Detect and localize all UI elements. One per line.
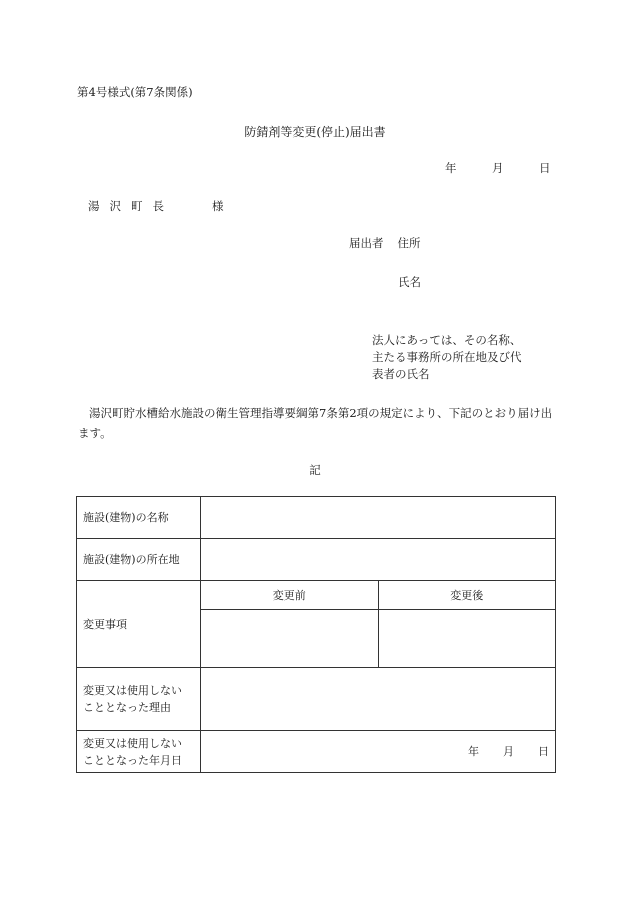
date-year: 年 [445, 161, 457, 175]
addressee-name: 湯沢町長 [88, 199, 174, 213]
corporate-note-line: 主たる事務所の所在地及び代 [372, 350, 522, 364]
before-field[interactable] [201, 610, 379, 668]
facility-name-field[interactable] [201, 497, 556, 539]
facility-location-label: 施設(建物)の所在地 [77, 539, 201, 581]
reason-field[interactable] [201, 668, 556, 731]
before-header: 変更前 [201, 581, 379, 610]
reason-row [77, 668, 556, 731]
date-month: 月 [492, 161, 504, 175]
addressee [88, 198, 224, 214]
facility-location-field[interactable] [201, 539, 556, 581]
after-header: 変更後 [378, 581, 556, 610]
change-date-label-line: こととなった年月日 [83, 753, 182, 767]
after-field[interactable] [378, 610, 556, 668]
change-header-row [77, 581, 556, 610]
change-date-month: 月 [503, 745, 514, 758]
ki-heading: 記 [309, 463, 321, 477]
document-title: 防錆剤等変更(停止)届出書 [244, 125, 386, 139]
notification-table [76, 496, 556, 773]
filer-name-label: 氏名 [398, 275, 421, 289]
corporate-note-line: 法人にあっては、その名称、 [372, 333, 522, 347]
reason-label-line: こととなった理由 [83, 701, 171, 714]
body-text: 湯沢町貯水槽給水施設の衛生管理指導要綱第7条第2項の規定により、下記のとおり届け出ます。 [78, 406, 553, 440]
facility-name-row [77, 497, 556, 539]
filer-label: 届出者 [349, 236, 384, 250]
change-date-field[interactable] [201, 731, 556, 773]
change-date-row [77, 731, 556, 773]
reason-label-line: 変更又は使用しない [83, 684, 182, 697]
change-date-day: 日 [538, 745, 549, 758]
reason-label [77, 668, 201, 731]
change-date-year: 年 [468, 745, 479, 758]
facility-location-row [77, 539, 556, 581]
change-items-label: 変更事項 [77, 581, 201, 668]
change-date-label-line: 変更又は使用しない [83, 736, 182, 750]
corporate-note-line: 表者の氏名 [372, 367, 430, 381]
date-day: 日 [539, 161, 551, 175]
addressee-honorific: 様 [212, 199, 224, 213]
filer-address-line [349, 235, 421, 251]
corporate-note [372, 332, 542, 383]
facility-name-label: 施設(建物)の名称 [77, 497, 201, 539]
change-date-label [77, 731, 201, 773]
form-number: 第4号様式(第7条関係) [77, 85, 193, 99]
filer-address-label: 住所 [397, 236, 421, 250]
